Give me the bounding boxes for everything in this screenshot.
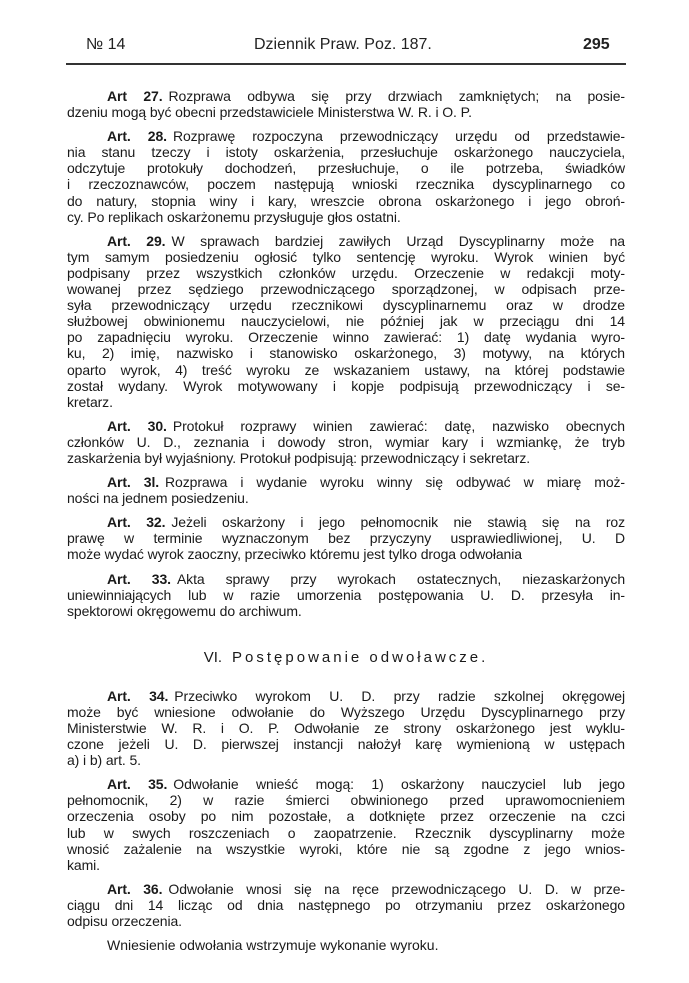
section-heading	[67, 649, 625, 666]
text-line: czone jeżeli U. D. pierwszej instancji nałożył karę wymienioną w ustępach	[67, 736, 625, 753]
line-text: Odwołanie wnosi się na ręce przewodniczącego U. D. w prze-	[168, 880, 625, 897]
text-line: zaskarżenia był wyjaśniony. Protokuł podpisują: przewodniczący i sekretarz.	[67, 449, 531, 466]
text-line	[67, 571, 625, 587]
articles-after	[67, 688, 625, 929]
line-text: Rozprawę rozpoczyna przewodniczący urzędu od przedstawie-	[172, 128, 625, 145]
text-line: uniewinniających lub w razie umorzenia postępowania U. D. przesyła in-	[67, 586, 625, 603]
text-line: wnosić zażalenie na wszystkie wyroki, które nie są zgodne z jego wnios-	[67, 840, 625, 857]
article-paragraph	[67, 881, 625, 929]
text-line: podpisany przez wszystkich członków urzędu. Orzeczenie w redakcji moty-	[67, 264, 625, 281]
section-title: Postępowanie odwoławcze.	[232, 648, 489, 666]
article-paragraph	[67, 233, 625, 410]
text-line: po zapadnięciu wyroku. Orzeczenie winno zawierać: 1) datę wydania wyro-	[67, 329, 625, 346]
text-line	[67, 88, 625, 104]
text-line	[67, 233, 625, 249]
line-text: Rozprawa odbywa się przy drzwiach zamkniętych; na posie-	[168, 88, 625, 104]
article-paragraph	[67, 514, 625, 562]
text-line: do natury, stopnia winy i kary, wreszcie obrona oskarżonego i jego obroń-	[67, 192, 625, 209]
text-line: odpisu orzeczenia.	[67, 913, 182, 930]
text-line: ciągu dni 14 licząc od dnia następnego po otrzymaniu przez oskarżonego	[67, 896, 625, 913]
article-label: Art. 29.	[107, 232, 166, 249]
text-line: kretarz.	[67, 393, 113, 410]
article-paragraph	[67, 128, 625, 225]
text-line: został wydany. Wyrok motywowany i kopje podpisują przewodniczący i se-	[67, 377, 625, 394]
header-rule	[66, 63, 626, 65]
text-line: dzeniu mogą być obecni przedstawiciele Ministerstwa W. R. i O. P.	[67, 104, 472, 121]
article-label: Art 27.	[107, 88, 163, 104]
article-label: Art. 30.	[107, 417, 167, 434]
line-text: Jeżeli oskarżony i jego pełnomocnik nie stawią się na roz	[171, 514, 625, 531]
articles-before	[67, 88, 625, 619]
line-text: Odwołanie wnieść mogą: 1) oskarżony nauczyciel lub jego	[173, 776, 625, 793]
text-line: pełnomocnik, 2) w razie śmierci obwinionego przed uprawomocnieniem	[67, 792, 625, 809]
text-line: orzeczenia osoby po nim pozostałe, a dotknięte przez orzeczenie na czci	[67, 808, 625, 825]
text-line: spektorowi okręgowemu do archiwum.	[67, 602, 302, 619]
issue-number: № 14	[86, 36, 126, 53]
text-line	[67, 688, 625, 704]
section-number: VI.	[203, 648, 223, 666]
text-line: syła przewodniczący urzędu rzecznikowi dyscyplinarnemu oraz w drodze	[67, 297, 625, 314]
text-line: ku, 2) imię, nazwisko i stanowisko oskarżonego, 3) motywy, na których	[67, 345, 625, 362]
text-line: prawę w terminie wyznaczonym bez przyczyny usprawiedliwionej, U. D	[67, 530, 625, 547]
article-paragraph	[67, 88, 625, 120]
text-line: lub w swych roszczeniach o zaopatrzenie. Rzecznik dyscyplinarny może	[67, 824, 625, 841]
text-line: członków U. D., zeznania i dowody stron, wymiar kary i wzmiankę, że tryb	[67, 433, 625, 450]
text-line: tym samym posiedzeniu ogłosić tylko sentencję wyroku. Wyrok winien być	[67, 248, 625, 265]
text-line: oparto wyrok, 4) treść wyroku ze wskazaniem ustawy, na której podstawie	[67, 361, 625, 378]
text-line: nia stanu tzeczy i istoty oskarżenia, przesłuchuje oskarżonego nauczyciela,	[67, 144, 625, 161]
text-line: kami.	[67, 856, 100, 873]
page-number: 295	[583, 36, 610, 53]
article-paragraph	[67, 418, 625, 466]
line-text: Akta sprawy przy wyrokach ostatecznych, niezaskarżonych	[176, 570, 626, 587]
line-text: W sprawach bardziej zawiłych Urząd Dyscyplinarny może na	[171, 232, 625, 249]
text-line	[67, 418, 625, 434]
text-line: cy. Po replikach oskarżonemu przysługuje głos ostatni.	[67, 208, 401, 225]
text-line: wowanej przez sędziego przewodniczącego sporządzonej, w odpisach prze-	[67, 281, 625, 298]
text-line: ności na jednem posiedzeniu.	[67, 490, 249, 507]
text-line	[67, 474, 625, 490]
article-paragraph	[67, 776, 625, 873]
journal-title: Dziennik Praw. Poz. 187.	[254, 36, 432, 53]
article-paragraph	[67, 571, 625, 619]
line-text: Rozprawa i wydanie wyroku winny się odbywać w miarę moż-	[165, 474, 625, 491]
text-line: Ministerstwie W. R. i O. P. Odwołanie ze strony oskarżonego jest wyklu-	[67, 720, 625, 736]
article-label: Art. 34.	[107, 687, 169, 704]
article-paragraph	[67, 688, 625, 768]
article-label: Art. 36.	[107, 880, 163, 897]
text-line	[67, 128, 625, 144]
document-body	[67, 88, 625, 953]
line-text: Protokuł rozprawy winien zawierać: datę, nazwisko obecnych	[172, 417, 625, 434]
article-label: Art. 33.	[107, 570, 171, 587]
article-label: Art. 35.	[107, 776, 168, 793]
article-paragraph	[67, 474, 625, 506]
article-label: Art. 32.	[107, 514, 166, 531]
text-line	[67, 776, 625, 792]
text-line	[67, 514, 625, 530]
text-line: może wydać wyrok zaoczny, przeciwko któremu jest tylko droga odwołania	[67, 546, 522, 563]
text-line: odczytuje protokuły dochodzeń, przesłuchuje, o ile potrzeba, świadków	[67, 160, 625, 177]
article-label: Art. 3l.	[107, 474, 160, 491]
text-line: może być wniesione odwołanie do Wyższego Urzędu Dyscyplinarnego przy	[67, 703, 625, 720]
line-text: Przeciwko wyrokom U. D. przy radzie szkolnej okręgowej	[174, 687, 625, 704]
text-line	[67, 881, 625, 897]
closing-sentence: Wniesienie odwołania wstrzymuje wykonanie wyroku.	[107, 937, 439, 954]
text-line: i rzeczoznawców, poczem następują wnioski rzecznika dyscyplinarnego co	[67, 176, 625, 193]
article-label: Art. 28.	[107, 128, 167, 145]
text-line: służbowej obwinionemu nauczycielowi, nie później jak w przeciągu dni 14	[67, 313, 625, 330]
text-line: a) i b) art. 5.	[67, 752, 141, 769]
